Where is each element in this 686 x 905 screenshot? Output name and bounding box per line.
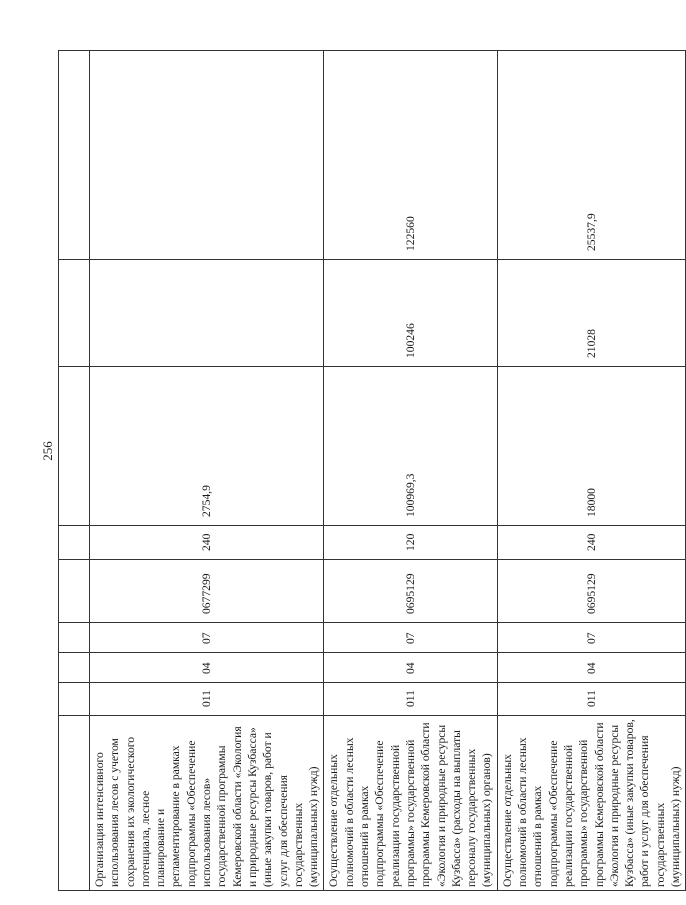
ministry-code: 011	[324, 683, 497, 716]
page-number: 256	[40, 441, 55, 461]
subsection-code: 07	[497, 623, 686, 653]
empty-cell	[59, 51, 90, 260]
section-code: 04	[497, 653, 686, 683]
amount-year-1: 18000	[497, 367, 686, 526]
empty-cell	[59, 526, 90, 560]
amount-year-1: 2754,9	[90, 367, 324, 526]
empty-cell	[59, 367, 90, 526]
amount-year-2	[90, 260, 324, 367]
section-code: 04	[324, 653, 497, 683]
target-article-code: 0677299	[90, 560, 324, 623]
table-row	[90, 51, 324, 891]
expense-type-code: 240	[497, 526, 686, 560]
empty-cell	[59, 260, 90, 367]
table-row	[324, 51, 497, 891]
ministry-code: 011	[90, 683, 324, 716]
amount-year-2: 21028	[497, 260, 686, 367]
empty-cell	[59, 653, 90, 683]
section-code: 04	[90, 653, 324, 683]
row-description: Осуществление отдельных полномочий в области лесных отношений в рамках подпрограммы «Обеспечение реализации государственной программы» государственной программы Кемеровской области «Экология и природные ресурсы Кузбасса» (иные закупки товаров, работ и услуг для обеспечения государственных (муниципальных) нужд)	[497, 716, 686, 891]
amount-year-2: 100246	[324, 260, 497, 367]
target-article-code: 0695129	[324, 560, 497, 623]
subsection-code: 07	[90, 623, 324, 653]
expense-type-code: 120	[324, 526, 497, 560]
ministry-code: 011	[497, 683, 686, 716]
subsection-code: 07	[324, 623, 497, 653]
amount-year-1: 100969,3	[324, 367, 497, 526]
empty-cell	[59, 716, 90, 891]
rotated-table-wrapper	[58, 51, 682, 891]
empty-cell	[59, 683, 90, 716]
row-description: Осуществление отдельных полномочий в области лесных отношений в рамках подпрограммы «Обеспечение реализации государственной программы» государственной программы Кемеровской области «Экология и природные ресурсы Кузбасса» (расходы на выплаты персоналу государственных (муниципальных) органов)	[324, 716, 497, 891]
amount-year-3: 25537,9	[497, 51, 686, 260]
empty-cell	[59, 560, 90, 623]
table-row	[497, 51, 686, 891]
expense-type-code: 240	[90, 526, 324, 560]
amount-year-3: 122560	[324, 51, 497, 260]
empty-cell	[59, 623, 90, 653]
budget-table	[58, 50, 686, 891]
target-article-code: 0695129	[497, 560, 686, 623]
amount-year-3	[90, 51, 324, 260]
table-top-border-row	[59, 51, 90, 891]
row-description: Организация интенсивного использования лесов с учетом сохранения их экологического потенциала, лесное планирование и регламентирование в рамках подпрограммы «Обеспечение использования лесов» государственной программы Кемеровской области «Экология и природные ресурсы Кузбасса» (иные закупки товаров, работ и услуг для обеспечения государственных (муниципальных) нужд)	[90, 716, 324, 891]
